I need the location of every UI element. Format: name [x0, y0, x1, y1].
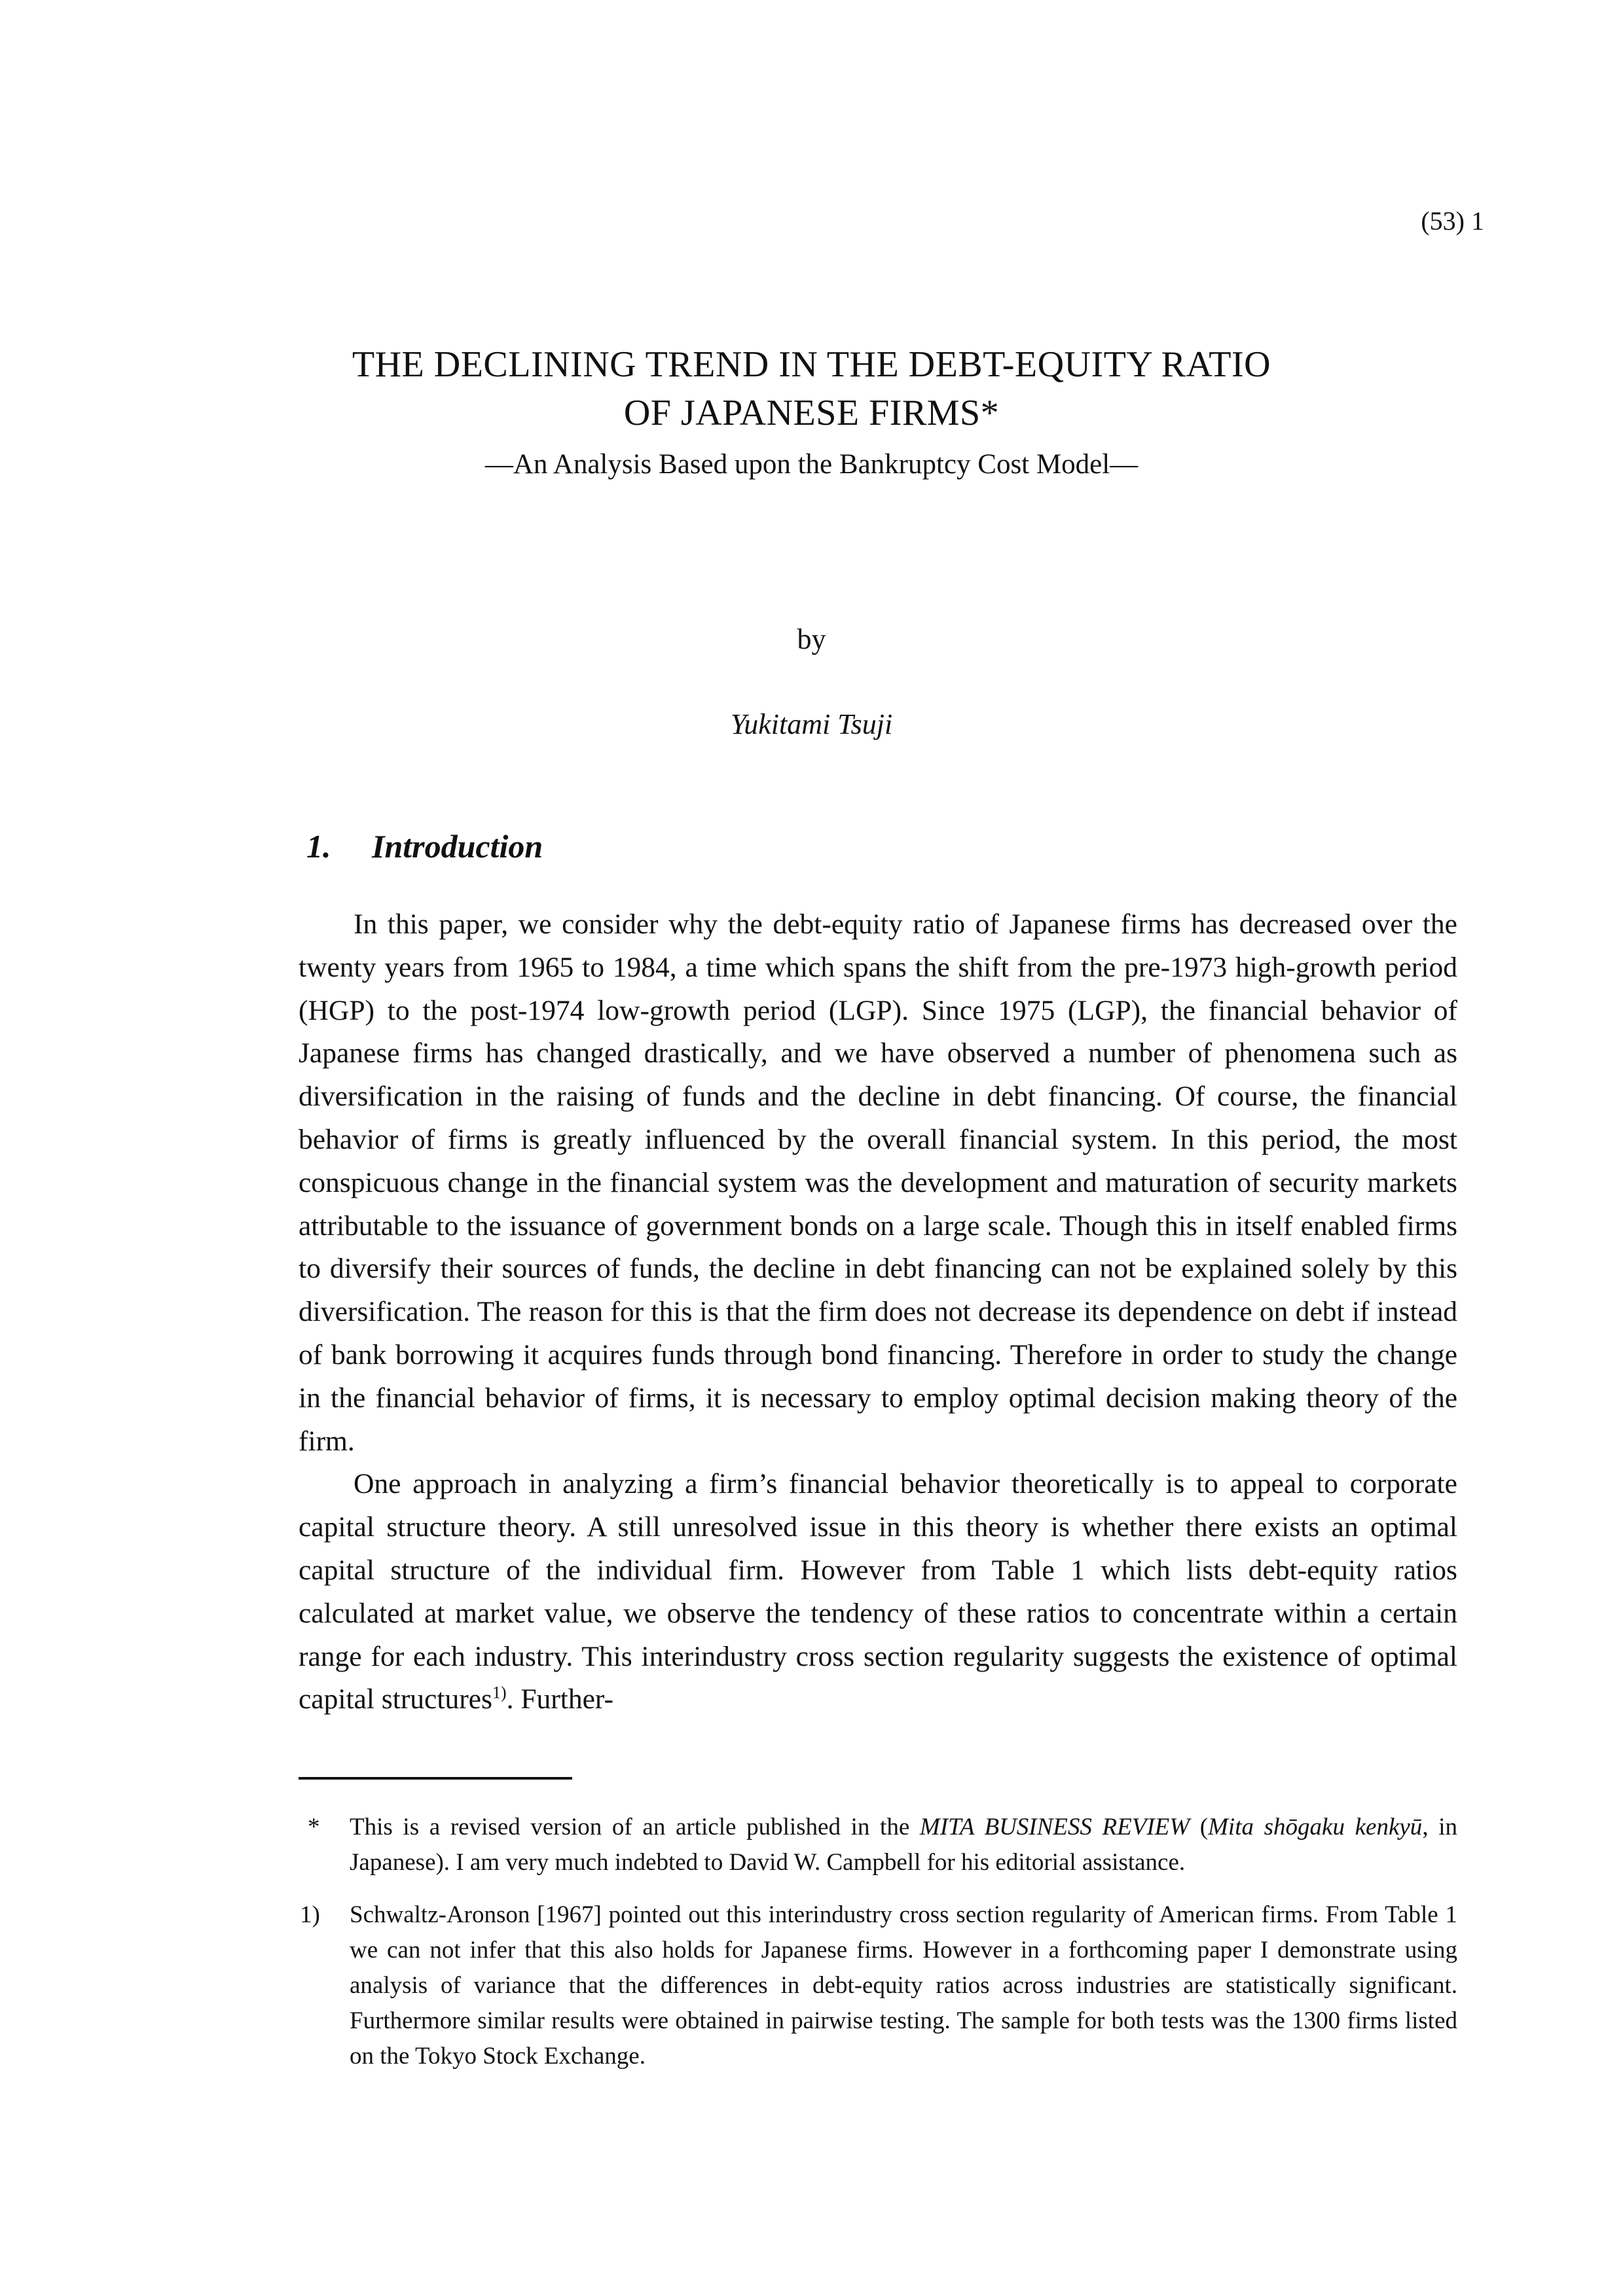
title-block	[0, 340, 1623, 484]
byline: by	[797, 623, 826, 655]
footnote-text: , in Japanese). I am very much indebted to David W. Campbell for his editorial assistance.	[350, 1814, 1457, 1876]
footnote-marker: *	[308, 1814, 320, 1840]
footnote-1	[299, 1897, 1457, 2074]
footnote-star	[299, 1810, 1457, 1880]
author-name: Yukitami Tsuji	[730, 708, 893, 740]
body-text	[299, 903, 1457, 1721]
footnote-text: (	[1190, 1814, 1209, 1840]
page-number: (53) 1	[1421, 206, 1484, 236]
section-heading	[306, 830, 543, 863]
section-title: Introduction	[372, 828, 543, 865]
paper-title-line-2: OF JAPANESE FIRMS*	[623, 393, 1000, 433]
paragraph-1: In this paper, we consider why the debt-equity ratio of Japanese firms has decreased over the twenty years from 1965 to 1984, a time which spans the shift from the pre-1973 high-growth period (HGP) to the post-1974 low-growth period (LGP). Since 1975 (LGP), the financial behavior of Japanese firms has changed drastically, and we have observed a number of phenomena such as diversification in the raising of funds and the decline in debt financing. Of course, the financial behavior of firms is greatly influenced by the overall financial system. In this period, the most conspicuous change in the financial system was the development and maturation of security markets attributable to the issuance of government bonds on a large scale. Though this in itself enabled firms to diversify their sources of funds, the decline in debt financing can not be explained solely by this diversification. The reason for this is that the firm does not decrease its dependence on debt if instead of bank borrowing it acquires funds through bond financing. Therefore in order to study the change in the financial behavior of firms, it is necessary to employ optimal decision making theory of the firm.	[299, 908, 1457, 1457]
section-number: 1.	[306, 828, 331, 865]
journal-name: MITA BUSINESS REVIEW	[919, 1814, 1190, 1840]
footnote-text: This is a revised version of an article published in the	[350, 1814, 920, 1840]
journal-japanese-name: Mita shōgaku kenkyū	[1208, 1814, 1423, 1840]
paper-title-line-1: THE DECLINING TREND IN THE DEBT-EQUITY RATIO	[352, 344, 1271, 385]
paper-subtitle: —An Analysis Based upon the Bankruptcy Cost Model—	[484, 449, 1139, 480]
footnote-text: Schwaltz-Aronson [1967] pointed out this interindustry cross section regularity of American firms. From Table 1 we can not infer that this also holds for Japanese firms. However in a forthcoming paper I demonstrate using analysis of variance that the differences in debt-equity ratios across industries are statistically significant. Furthermore similar results were obtained in pairwise testing. The sample for both tests was the 1300 firms listed on the Tokyo Stock Exchange.	[350, 1901, 1457, 2070]
footnote-divider	[299, 1777, 572, 1780]
paragraph-2-tail: . Further-	[506, 1683, 614, 1715]
footnotes	[299, 1810, 1457, 2091]
footnote-marker: 1)	[300, 1901, 320, 1928]
footnote-reference-1[interactable]: 1)	[492, 1683, 507, 1702]
paragraph-2-text: One approach in analyzing a firm’s financial behavior theoretically is to appeal to corporate capital structure theory. A still unresolved issue in this theory is whether there exists an optimal capital structure of the individual firm. However from Table 1 which lists debt-equity ratios calculated at market value, we observe the tendency of these ratios to concentrate within a certain range for each industry. This interindustry cross section regularity suggests the existence of optimal capital structures	[299, 1468, 1457, 1715]
paragraph-2	[299, 1463, 1457, 1721]
